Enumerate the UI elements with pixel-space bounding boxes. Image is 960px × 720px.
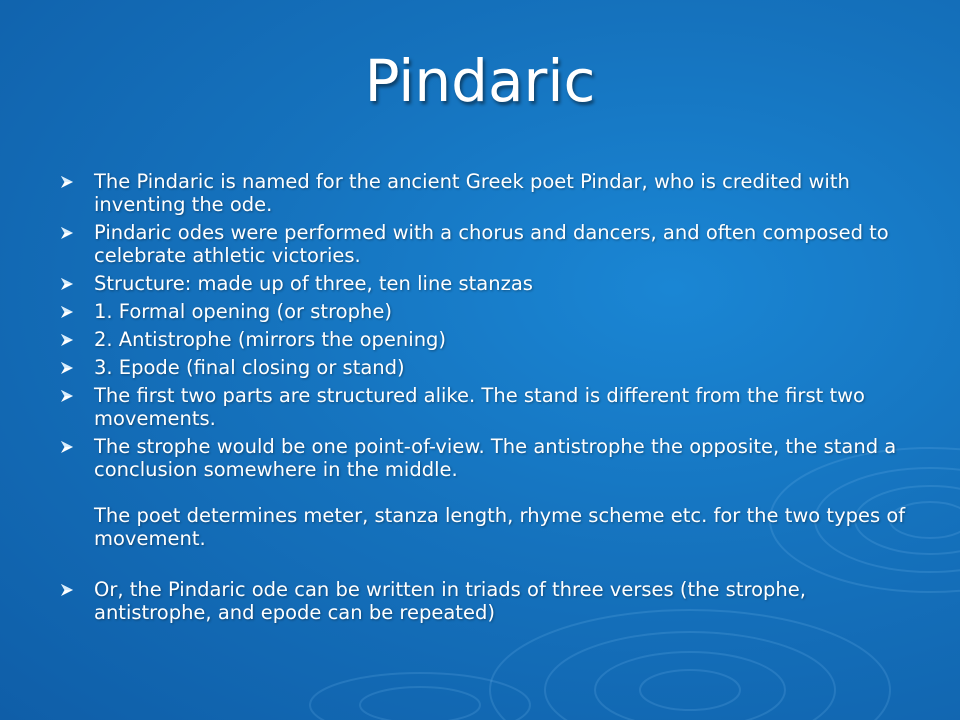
slide-title: Pindaric [364, 47, 596, 115]
bullet-item [58, 170, 918, 216]
bullet-item [58, 272, 918, 295]
bullet-item [58, 435, 918, 550]
arrowhead-bullet-icon [60, 361, 74, 375]
arrowhead-bullet-icon [60, 277, 74, 291]
bullet-text: Or, the Pindaric ode can be written in triads of three verses (the strophe, antistrophe, and epode can be repeated) [94, 578, 806, 624]
bullet-text: Pindaric odes were performed with a chorus and dancers, and often composed to celebrate athletic victories. [94, 221, 889, 267]
bullet-text: The strophe would be one point-of-view. The antistrophe the opposite, the stand a conclusion somewhere in the middle. [94, 435, 897, 481]
bullet-continuation-text: The poet determines meter, stanza length, rhyme scheme etc. for the two types of movement. [94, 504, 906, 550]
bullet-text: Structure: made up of three, ten line stanzas [94, 272, 533, 295]
arrowhead-bullet-icon [60, 440, 74, 454]
arrowhead-bullet-icon [60, 583, 74, 597]
bullet-text: The Pindaric is named for the ancient Greek poet Pindar, who is credited with inventing the ode. [94, 170, 850, 216]
bullet-item [58, 221, 918, 267]
bullet-item [58, 384, 918, 430]
bullet-text: The first two parts are structured alike. The stand is different from the first two movements. [94, 384, 865, 430]
bullet-item [58, 328, 918, 351]
arrowhead-bullet-icon [60, 389, 74, 403]
bullet-text: 3. Epode (final closing or stand) [94, 356, 405, 379]
arrowhead-bullet-icon [60, 305, 74, 319]
bullet-text: 2. Antistrophe (mirrors the opening) [94, 328, 447, 351]
arrowhead-bullet-icon [60, 226, 74, 240]
bullet-item [58, 356, 918, 379]
bullet-list [58, 170, 918, 629]
arrowhead-bullet-icon [60, 175, 74, 189]
bullet-item [58, 300, 918, 323]
bullet-text: 1. Formal opening (or strophe) [94, 300, 392, 323]
bullet-item [58, 578, 918, 624]
arrowhead-bullet-icon [60, 333, 74, 347]
